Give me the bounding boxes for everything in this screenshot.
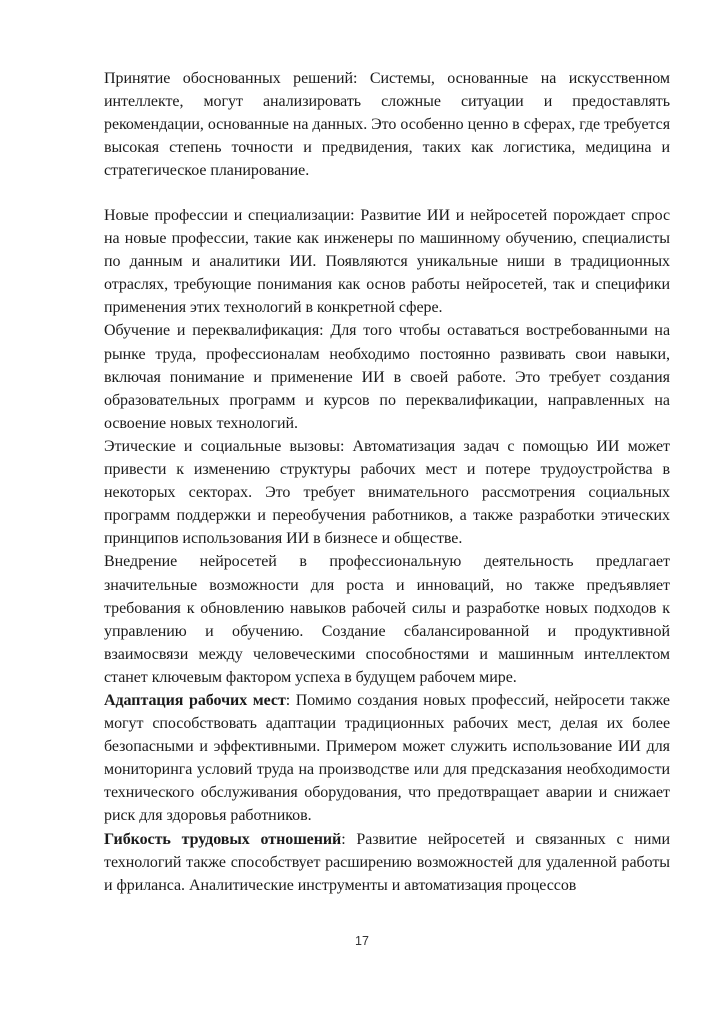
- text-block-top: [104, 67, 670, 182]
- heading-workplace-adaptation: Адаптация рабочих мест: [104, 691, 286, 709]
- page-number: 17: [355, 934, 369, 948]
- paragraph-retraining: Обучение и переквалификация: Для того чтобы оставаться востребованными на рынке труда, профессионалам необходимо постоянно развивать свои навыки, включая понимание и применение ИИ в своей работе. Это требует создания образовательных программ и курсов по переквалификации, направленных на освоение новых технологий.: [104, 322, 670, 432]
- paragraph-informed-decisions: Принятие обоснованных решений: Системы, основанные на искусственном интеллекте, могут анализировать сложные ситуации и предоставлять рекомендации, основанные на данных. Это особенно ценно в сферах, где требуется высокая степень точности и предвидения, таких как логистика, медицина и стратегическое планирование.: [104, 70, 670, 180]
- paragraph-implementation: Внедрение нейросетей в профессиональную деятельность предлагает значительные возможности для роста и инноваций, но также предъявляет требования к обновлению навыков рабочей силы и разработке новых подходов к управлению и обучению. Создание сбалансированной и продуктивной взаимосвязи между человеческими способностями и машинным интеллектом станет ключевым фактором успеха в будущем рабочем мире.: [104, 553, 670, 686]
- paragraph-ethical-challenges: Этические и социальные вызовы: Автоматизация задач с помощью ИИ может привести к изменению структуры рабочих мест и потере трудоустройства в некоторых секторах. Это требует внимательного рассмотрения социальных программ поддержки и переобучения работников, а также разработки этических принципов использования ИИ в бизнесе и обществе.: [104, 437, 670, 548]
- paragraph-labor-flexibility: [104, 828, 670, 897]
- paragraph-workplace-adaptation: [104, 689, 670, 828]
- heading-labor-flexibility: Гибкость трудовых отношений: [104, 830, 342, 848]
- body-workplace-adaptation: : Помимо создания новых профессий, нейросети также могут способствовать адаптации традиционных рабочих мест, делая их более безопасными и эффективными. Примером может служить использование ИИ для мониторинга условий труда на производстве или для предсказания необходимости технического обслуживания оборудования, что предотвращает аварии и снижает риск для здоровья работников.: [104, 691, 670, 825]
- text-block-main: [104, 204, 670, 897]
- paragraph-new-professions: Новые профессии и специализации: Развитие ИИ и нейросетей порождает спрос на новые профессии, такие как инженеры по машинному обучению, специалисты по данным и аналитики ИИ. Появляются уникальные ниши в традиционных отраслях, требующие понимания как основ работы нейросетей, так и специфики применения этих технологий в конкретной сфере.: [104, 207, 670, 317]
- body-labor-flexibility: : Развитие нейросетей и связанных с ними технологий также способствует расширению возможностей для удаленной работы и фриланса. Аналитические инструменты и автоматизация процессов: [104, 830, 670, 894]
